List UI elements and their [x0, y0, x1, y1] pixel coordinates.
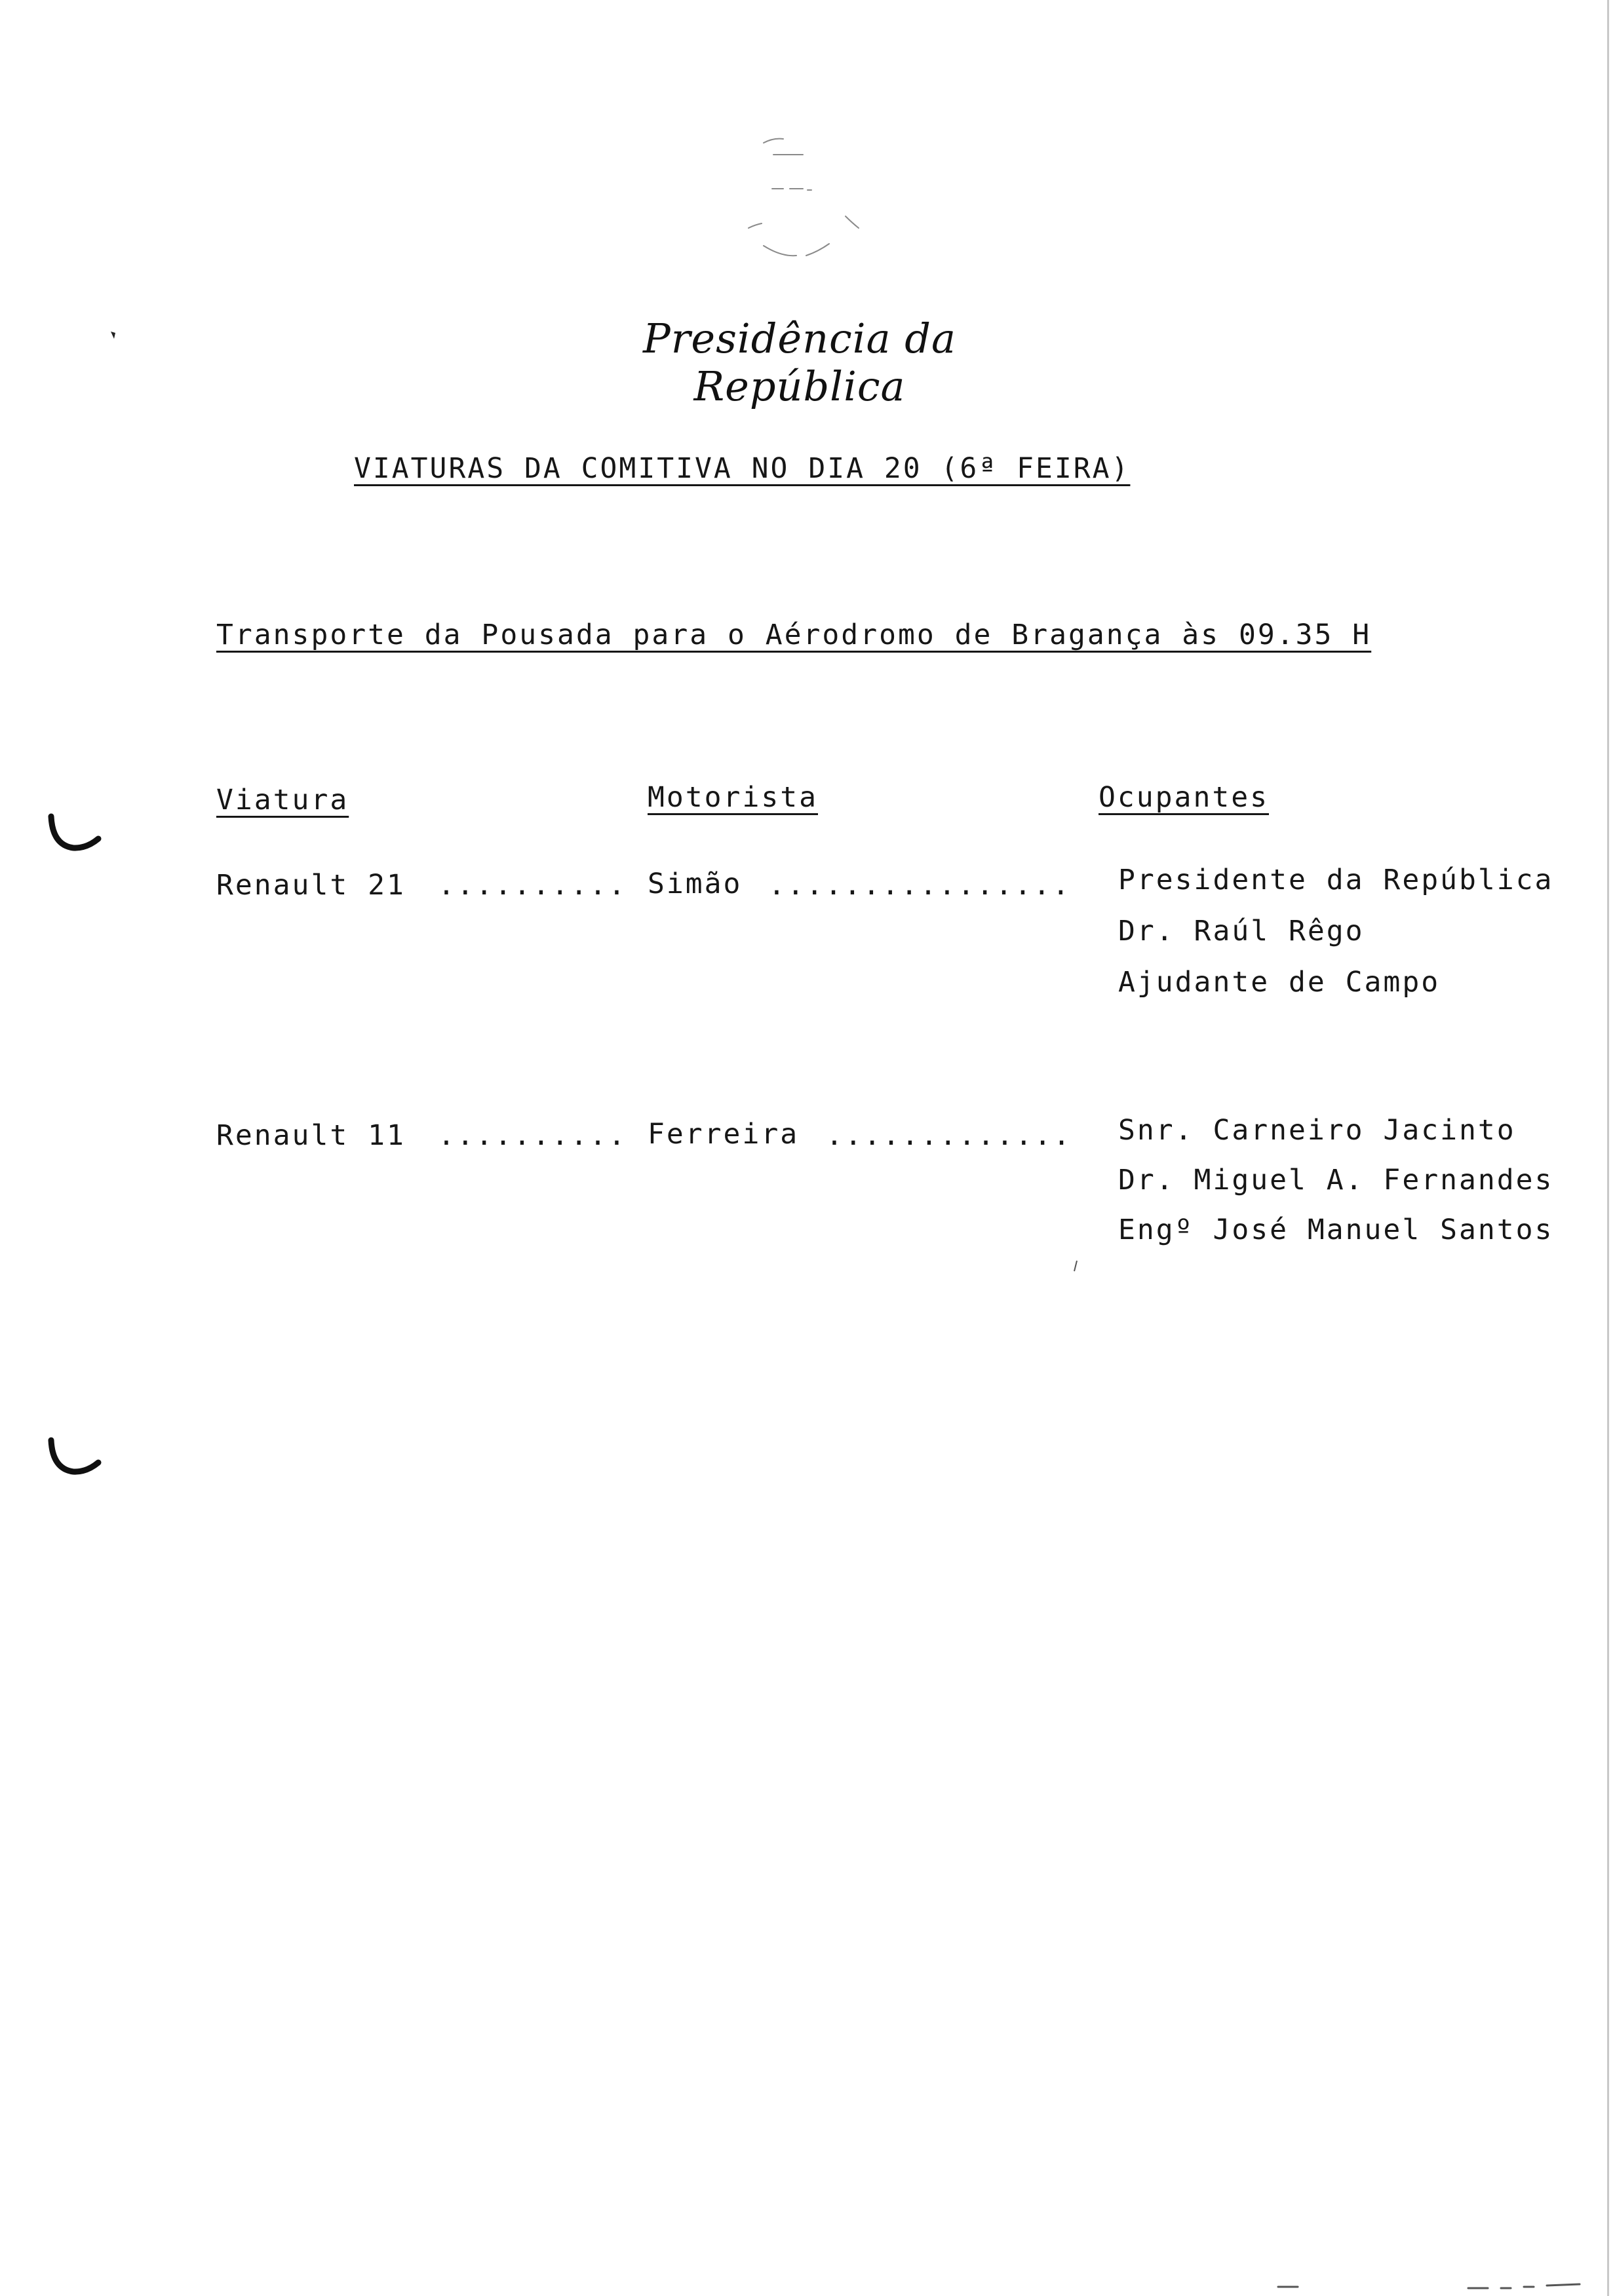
row-occupant: Dr. Miguel A. Fernandes [1118, 1164, 1554, 1196]
row-vehicle: Renault 11 [216, 1119, 406, 1152]
page-edge-line [1607, 0, 1609, 2296]
row-occupant: Engº José Manuel Santos [1118, 1214, 1554, 1246]
row-leader-dots: .......... [438, 869, 627, 902]
hole-punch-mark-icon [46, 1435, 105, 1481]
row-leader-dots: .......... [438, 1119, 627, 1152]
hole-punch-mark-icon [46, 811, 105, 857]
row-occupant: Snr. Carneiro Jacinto [1118, 1114, 1516, 1147]
column-header-driver: Motorista [648, 781, 818, 814]
column-header-occupants: Ocupantes [1099, 781, 1269, 814]
row-driver: Simão [648, 868, 743, 900]
scan-speck-icon [1072, 1259, 1079, 1272]
row-leader-dots: ............. [826, 1119, 1072, 1152]
row-driver: Ferreira [648, 1118, 800, 1151]
document-title: VIATURAS DA COMITIVA NO DIA 20 (6ª FEIRA) [354, 452, 1131, 485]
row-occupant: Ajudante de Campo [1118, 966, 1441, 999]
row-occupant: Presidente da República [1118, 864, 1554, 896]
document-subtitle: Transporte da Pousada para o Aérodromo de Bragança às 09.35 H [216, 619, 1372, 651]
scan-edge-marks-icon [1272, 2274, 1586, 2293]
letterhead: Presidência da República [643, 315, 956, 410]
row-occupant: Dr. Raúl Rêgo [1118, 915, 1365, 947]
row-vehicle: Renault 21 [216, 869, 406, 902]
crest-emblem-icon [734, 131, 865, 275]
row-leader-dots: ................ [768, 869, 1072, 902]
scan-speck-icon [109, 330, 118, 341]
column-header-vehicle: Viatura [216, 784, 349, 816]
